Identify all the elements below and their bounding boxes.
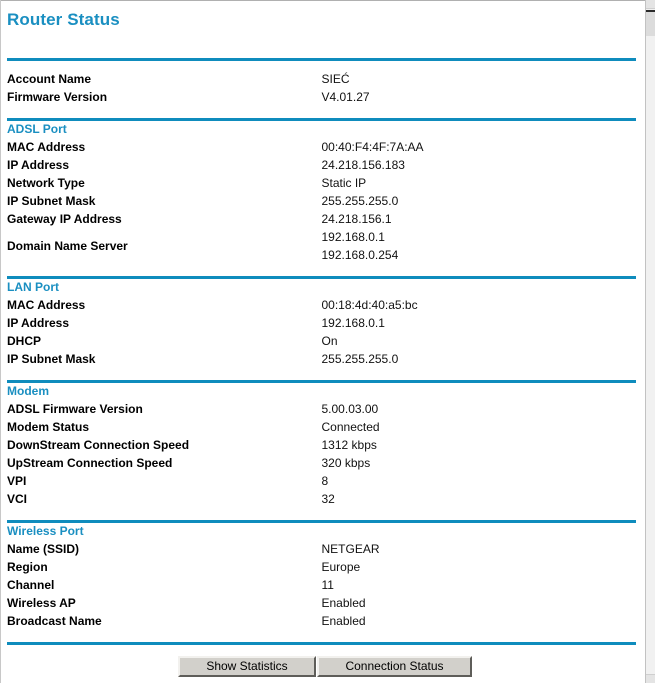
section-heading-row — [7, 523, 636, 540]
wireless-port-table — [7, 523, 636, 634]
lan-dhcp-label: DHCP — [7, 334, 42, 348]
modem-status-label: Modem Status — [7, 420, 90, 434]
vertical-scrollbar[interactable] — [645, 0, 655, 683]
table-row — [7, 228, 636, 264]
account-name-label: Account Name — [7, 72, 92, 86]
modem-vci-value: 32 — [321, 492, 335, 506]
adsl-mac-address-value: 00:40:F4:4F:7A:AA — [321, 140, 424, 154]
lan-subnet-mask-label: IP Subnet Mask — [7, 352, 96, 366]
adsl-mac-address-label: MAC Address — [7, 140, 86, 154]
lan-ip-address-value: 192.168.0.1 — [321, 316, 385, 330]
adsl-gateway-ip-value: 24.218.156.1 — [321, 212, 392, 226]
page-title: Router Status — [7, 10, 120, 29]
modem-adsl-firmware-label: ADSL Firmware Version — [7, 402, 143, 416]
wireless-ap-value: Enabled — [321, 596, 366, 610]
adsl-network-type-value: Static IP — [321, 176, 367, 190]
adsl-ip-address-value: 24.218.156.183 — [321, 158, 405, 172]
wireless-port-heading: Wireless Port — [7, 524, 84, 538]
table-row — [7, 138, 636, 156]
connection-status-button[interactable]: Connection Status — [317, 656, 472, 677]
wireless-ssid-value: NETGEAR — [321, 542, 380, 556]
table-row — [7, 594, 636, 612]
table-row — [7, 576, 636, 594]
table-row — [7, 612, 636, 630]
lan-port-table — [7, 279, 636, 372]
modem-status-value: Connected — [321, 420, 380, 434]
adsl-subnet-mask-label: IP Subnet Mask — [7, 194, 96, 208]
adsl-dns-label: Domain Name Server — [7, 239, 128, 253]
table-row — [7, 156, 636, 174]
wireless-ssid-label: Name (SSID) — [7, 542, 80, 556]
modem-vpi-label: VPI — [7, 474, 27, 488]
wireless-channel-label: Channel — [7, 578, 55, 592]
wireless-ap-label: Wireless AP — [7, 596, 76, 610]
table-row — [7, 88, 636, 106]
lan-ip-address-label: IP Address — [7, 316, 70, 330]
table-row — [7, 472, 636, 490]
button-bar — [0, 656, 644, 680]
table-row — [7, 210, 636, 228]
table-row — [7, 558, 636, 576]
table-row — [7, 400, 636, 418]
table-row — [7, 314, 636, 332]
modem-vci-label: VCI — [7, 492, 28, 506]
modem-downstream-speed-label: DownStream Connection Speed — [7, 438, 190, 452]
adsl-dns-value — [322, 228, 637, 264]
table-row — [7, 454, 636, 472]
account-name-value: SIEĆ — [321, 72, 350, 86]
table-row — [7, 192, 636, 210]
adsl-port-table — [7, 121, 636, 268]
modem-adsl-firmware-value: 5.00.03.00 — [321, 402, 379, 416]
modem-upstream-speed-label: UpStream Connection Speed — [7, 456, 173, 470]
modem-upstream-speed-value: 320 kbps — [321, 456, 371, 470]
show-statistics-button[interactable]: Show Statistics — [178, 656, 316, 677]
modem-downstream-speed-value: 1312 kbps — [321, 438, 377, 452]
general-info-table — [7, 61, 636, 110]
firmware-version-value: V4.01.27 — [321, 90, 370, 104]
section-heading-row — [7, 279, 636, 296]
wireless-broadcast-name-label: Broadcast Name — [7, 614, 102, 628]
table-row — [7, 296, 636, 314]
table-row — [7, 540, 636, 558]
adsl-ip-address-label: IP Address — [7, 158, 70, 172]
table-row — [7, 174, 636, 192]
lan-subnet-mask-value: 255.255.255.0 — [321, 352, 399, 366]
lan-mac-address-value: 00:18:4d:40:a5:bc — [321, 298, 418, 312]
table-row — [7, 70, 636, 88]
scroll-down-arrow-icon[interactable] — [646, 674, 655, 683]
table-row — [7, 418, 636, 436]
scrollbar-thumb[interactable] — [646, 10, 655, 36]
scroll-up-arrow-icon[interactable] — [646, 0, 655, 9]
table-row — [7, 350, 636, 368]
wireless-region-value: Europe — [321, 560, 361, 574]
firmware-version-label: Firmware Version — [7, 90, 108, 104]
adsl-dns-primary: 192.168.0.1 — [321, 230, 385, 244]
lan-mac-address-label: MAC Address — [7, 298, 86, 312]
section-heading-row — [7, 121, 636, 138]
modem-table — [7, 383, 636, 512]
table-row — [7, 436, 636, 454]
divider-above-buttons — [7, 642, 636, 645]
modem-vpi-value: 8 — [321, 474, 329, 488]
lan-dhcp-value: On — [321, 334, 338, 348]
table-row — [7, 332, 636, 350]
adsl-port-heading: ADSL Port — [7, 122, 67, 136]
modem-heading: Modem — [7, 384, 49, 398]
adsl-gateway-ip-label: Gateway IP Address — [7, 212, 122, 226]
adsl-subnet-mask-value: 255.255.255.0 — [321, 194, 399, 208]
table-row — [7, 490, 636, 508]
adsl-dns-secondary: 192.168.0.254 — [321, 248, 399, 262]
lan-port-heading: LAN Port — [7, 280, 59, 294]
wireless-region-label: Region — [7, 560, 48, 574]
adsl-network-type-label: Network Type — [7, 176, 85, 190]
wireless-broadcast-name-value: Enabled — [321, 614, 366, 628]
wireless-channel-value: 11 — [321, 578, 334, 592]
section-heading-row — [7, 383, 636, 400]
